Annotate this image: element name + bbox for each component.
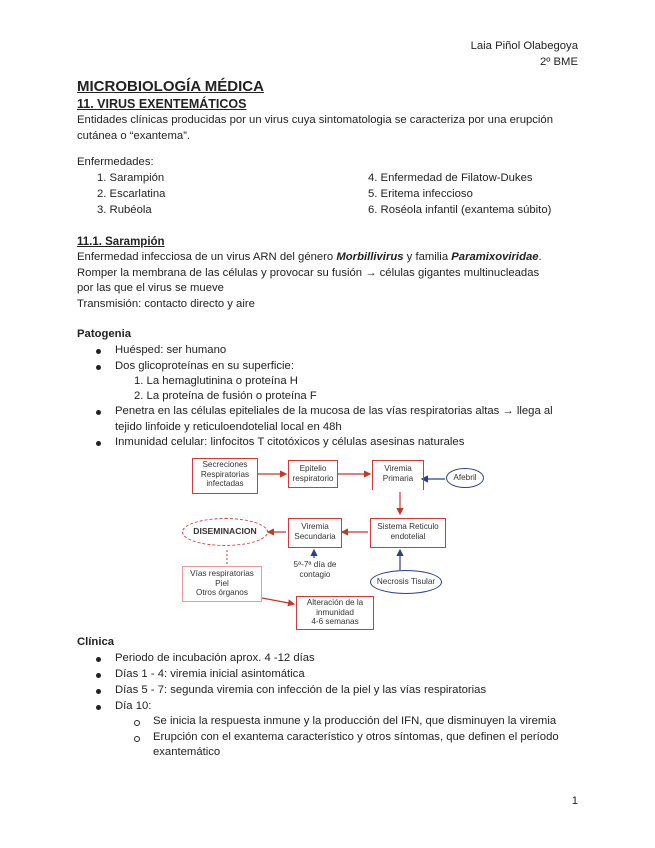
sub-bullet-icon bbox=[134, 720, 140, 726]
node-dissemination: DISEMINACION bbox=[193, 526, 257, 536]
author-name: Laia Piñol Olabegoya bbox=[470, 40, 578, 52]
page-title: MICROBIOLOGÍA MÉDICA bbox=[77, 78, 264, 95]
patogenia-subitem: 1. La hemaglutinina o proteína H bbox=[134, 375, 298, 387]
bullet-icon bbox=[96, 410, 101, 415]
subsection-title: 11.1. Sarampión bbox=[77, 236, 165, 248]
intro-line-2: cutánea o “exantema”. bbox=[77, 130, 191, 142]
patogenia-item: Penetra en las células epiteliales de la mucosa de las vías respiratorias altas → llega al bbox=[115, 405, 553, 417]
bullet-icon bbox=[96, 657, 101, 662]
intro-line-1: Entidades clínicas producidas por un virus cuya sintomatologia se caracteriza por una erupción bbox=[77, 114, 553, 126]
clinica-subitem: Se inicia la respuesta inmune y la producción del IFN, que disminuyen la viremia bbox=[153, 715, 557, 727]
bullet-icon bbox=[96, 441, 101, 446]
node-necrosis: Necrosis Tisular bbox=[376, 577, 436, 586]
disease-item: 2. Escarlatina bbox=[97, 188, 166, 200]
patogenia-item: Dos glicoproteínas en su superficie: bbox=[115, 360, 294, 372]
disease-item: 5. Eritema infeccioso bbox=[368, 188, 473, 200]
section-title: 11. VIRUS EXENTEMÁTICOS bbox=[77, 97, 247, 111]
node-organs: Vías respiratorias Piel Otros órganos bbox=[190, 569, 254, 597]
node-contagion-day: 5ª-7ª día de contagio bbox=[293, 560, 337, 579]
clinica-title: Clínica bbox=[77, 636, 115, 648]
node-immunity: Alteración de la inmunidad 4-6 semanas bbox=[306, 598, 364, 626]
patogenia-item: Huésped: ser humano bbox=[115, 344, 227, 356]
transmission-line: Transmisión: contacto directo y aire bbox=[77, 298, 255, 310]
family-name: Paramixoviridae bbox=[451, 251, 539, 263]
bullet-icon bbox=[96, 705, 101, 710]
patogenia-item-cont: tejido linfoide y reticuloendotelial local en 48h bbox=[115, 421, 342, 433]
clinica-item: Días 1 - 4: viremia inicial asintomática bbox=[115, 668, 305, 680]
clinica-item: Día 10: bbox=[115, 700, 152, 712]
patogenia-subitem: 2. La proteína de fusión o proteína F bbox=[134, 390, 317, 402]
node-secretions: Secreciones Respiratorias infectadas bbox=[200, 460, 250, 488]
bullet-icon bbox=[96, 365, 101, 370]
diseases-label: Enfermedades: bbox=[77, 156, 154, 168]
disease-item: 4. Enfermedad de Filatow-Dukes bbox=[368, 172, 533, 184]
measles-line-3: por las que el virus se mueve bbox=[77, 282, 224, 294]
sub-bullet-icon bbox=[134, 736, 140, 742]
node-afebril: Afebril bbox=[453, 473, 477, 482]
page-number: 1 bbox=[571, 795, 578, 807]
patogenia-item: Inmunidad celular: linfocitos T citotóxicos y células asesinas naturales bbox=[115, 436, 465, 448]
disease-item: 6. Roséola infantil (exantema súbito) bbox=[368, 204, 552, 216]
disease-item: 3. Rubéola bbox=[97, 204, 152, 216]
bullet-icon bbox=[96, 673, 101, 678]
measles-definition: Enfermedad infecciosa de un virus ARN del género Morbillivirus y familia Paramixoviridae. bbox=[77, 251, 542, 263]
node-reticuloendothelial: Sistema Reticulo endotelial bbox=[377, 522, 439, 541]
genus-name: Morbillivirus bbox=[336, 251, 404, 263]
node-primary-viremia: Viremia Primaria bbox=[382, 464, 414, 483]
clinica-item: Periodo de incubación aprox. 4 -12 días bbox=[115, 652, 315, 664]
node-epithelium: Epitelio respiratorio bbox=[292, 464, 334, 483]
course-label: 2º BME bbox=[539, 56, 578, 68]
pathogenesis-diagram bbox=[172, 452, 488, 634]
patogenia-title: Patogenia bbox=[77, 328, 131, 340]
bullet-icon bbox=[96, 349, 101, 354]
disease-item: 1. Sarampión bbox=[97, 172, 165, 184]
clinica-item: Días 5 - 7: segunda viremia con infección de la piel y las vías respiratorias bbox=[115, 684, 487, 696]
clinica-subitem-cont: exantemático bbox=[153, 746, 221, 758]
bullet-icon bbox=[96, 689, 101, 694]
measles-line-2: Romper la membrana de las células y provocar su fusión → células gigantes multinucleadas bbox=[77, 267, 540, 279]
node-secondary-viremia: Viremia Secundaria bbox=[294, 522, 336, 541]
clinica-subitem: Erupción con el exantema característico y otros síntomas, que definen el período bbox=[153, 731, 559, 743]
